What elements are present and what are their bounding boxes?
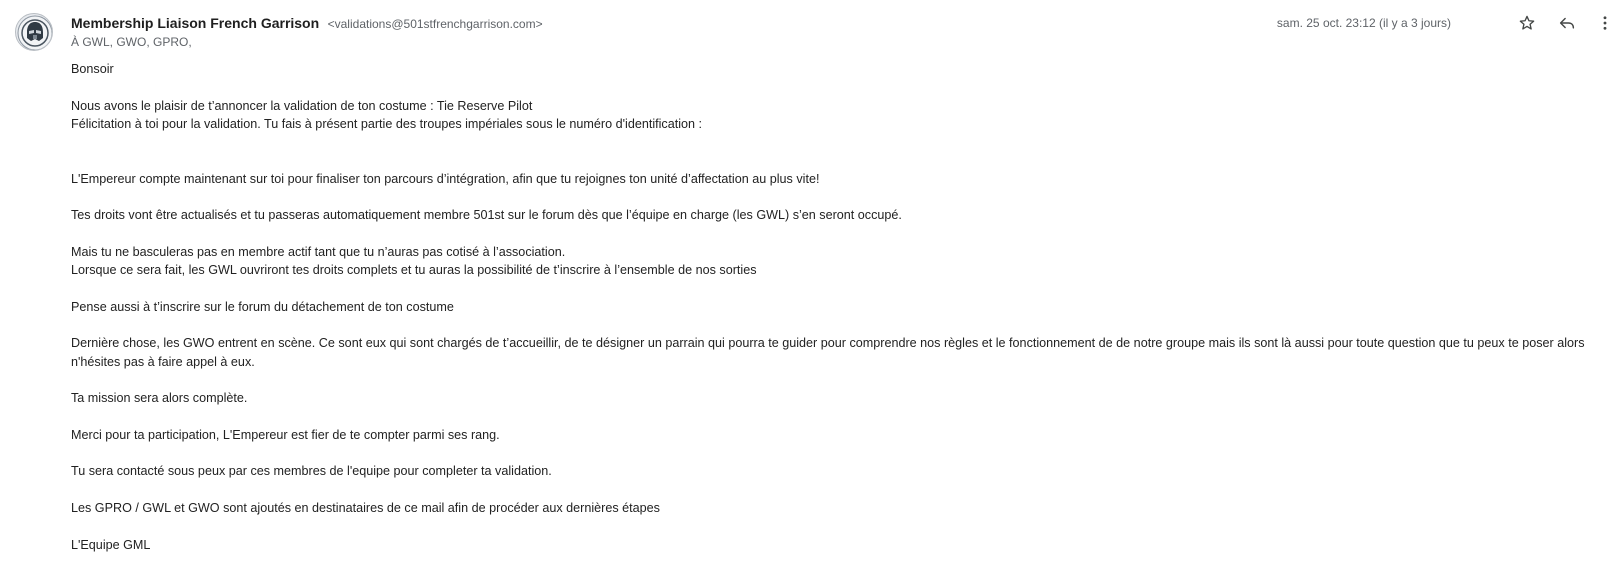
congratulations-line: Félicitation à toi pour la validation. Tu fais à présent partie des troupes impériales sous le numéro d'identification : <box>71 117 703 131</box>
message-body <box>71 60 1611 555</box>
sender-name[interactable]: Membership Liaison French Garrison <box>71 15 320 31</box>
more-options-button[interactable] <box>1593 11 1615 35</box>
gwo-paragraph: Dernière chose, les GWO entrent en scène. Ce sont eux qui sont chargés de t’accueillir, de te désigner un parrain qui pourra te guider pour comprendre nos règles et le fonctionnement de de notre groupe mais ils sont là aussi pour toute question que tu peux te poser alors n'hésites pas à faire appel à eux. <box>71 336 1585 369</box>
thanks-paragraph: Merci pour ta participation, L'Empereur est fier de te compter parmi ses rang. <box>71 427 500 442</box>
active-member-line: Mais tu ne basculeras pas en membre actif tant que tu n’auras pas cotisé à l’association. <box>71 244 566 259</box>
contact-paragraph: Tu sera contacté sous peux par ces membres de l'equipe pour completer ta validation. <box>71 464 552 478</box>
signature: L'Equipe GML <box>71 538 151 552</box>
sender-line <box>71 13 543 34</box>
reply-button[interactable] <box>1555 11 1579 35</box>
full-rights-line: Lorsque ce sera fait, les GWL ouvriront tes droits complets et tu auras la possibilité de t’inscrire à l’ensemble de nos sorties <box>71 263 757 277</box>
recipients-paragraph: Les GPRO / GWL et GWO sont ajoutés en destinataires de ce mail afin de procéder aux dernières étapes <box>71 500 660 515</box>
star-button[interactable] <box>1515 11 1539 35</box>
reply-icon <box>1558 14 1576 32</box>
recipients-line[interactable]: À GWL, GWO, GPRO, <box>71 35 192 49</box>
mission-paragraph: Ta mission sera alors complète. <box>71 391 248 405</box>
star-outline-icon <box>1518 14 1536 32</box>
forum-paragraph: Pense aussi à t’inscrire sur le forum du détachement de ton costume <box>71 299 454 314</box>
greeting: Bonsoir <box>71 62 114 76</box>
rights-paragraph: Tes droits vont être actualisés et tu passeras automatiquement membre 501st sur le forum dès que l’équipe en charge (les GWL) s’en seront occupé. <box>71 208 902 222</box>
more-vertical-icon <box>1596 14 1614 32</box>
sender-email[interactable]: <validations@501stfrenchgarrison.com> <box>327 17 543 31</box>
validation-announcement: Nous avons le plaisir de t’annoncer la validation de ton costume : Tie Reserve Pilot <box>71 98 533 113</box>
emperor-paragraph: L'Empereur compte maintenant sur toi pour finaliser ton parcours d’intégration, afin que tu rejoignes ton unité d’affectation au plus vite! <box>71 171 820 186</box>
sender-avatar[interactable] <box>15 13 53 51</box>
message-date[interactable]: sam. 25 oct. 23:12 (il y a 3 jours) <box>1276 16 1451 30</box>
